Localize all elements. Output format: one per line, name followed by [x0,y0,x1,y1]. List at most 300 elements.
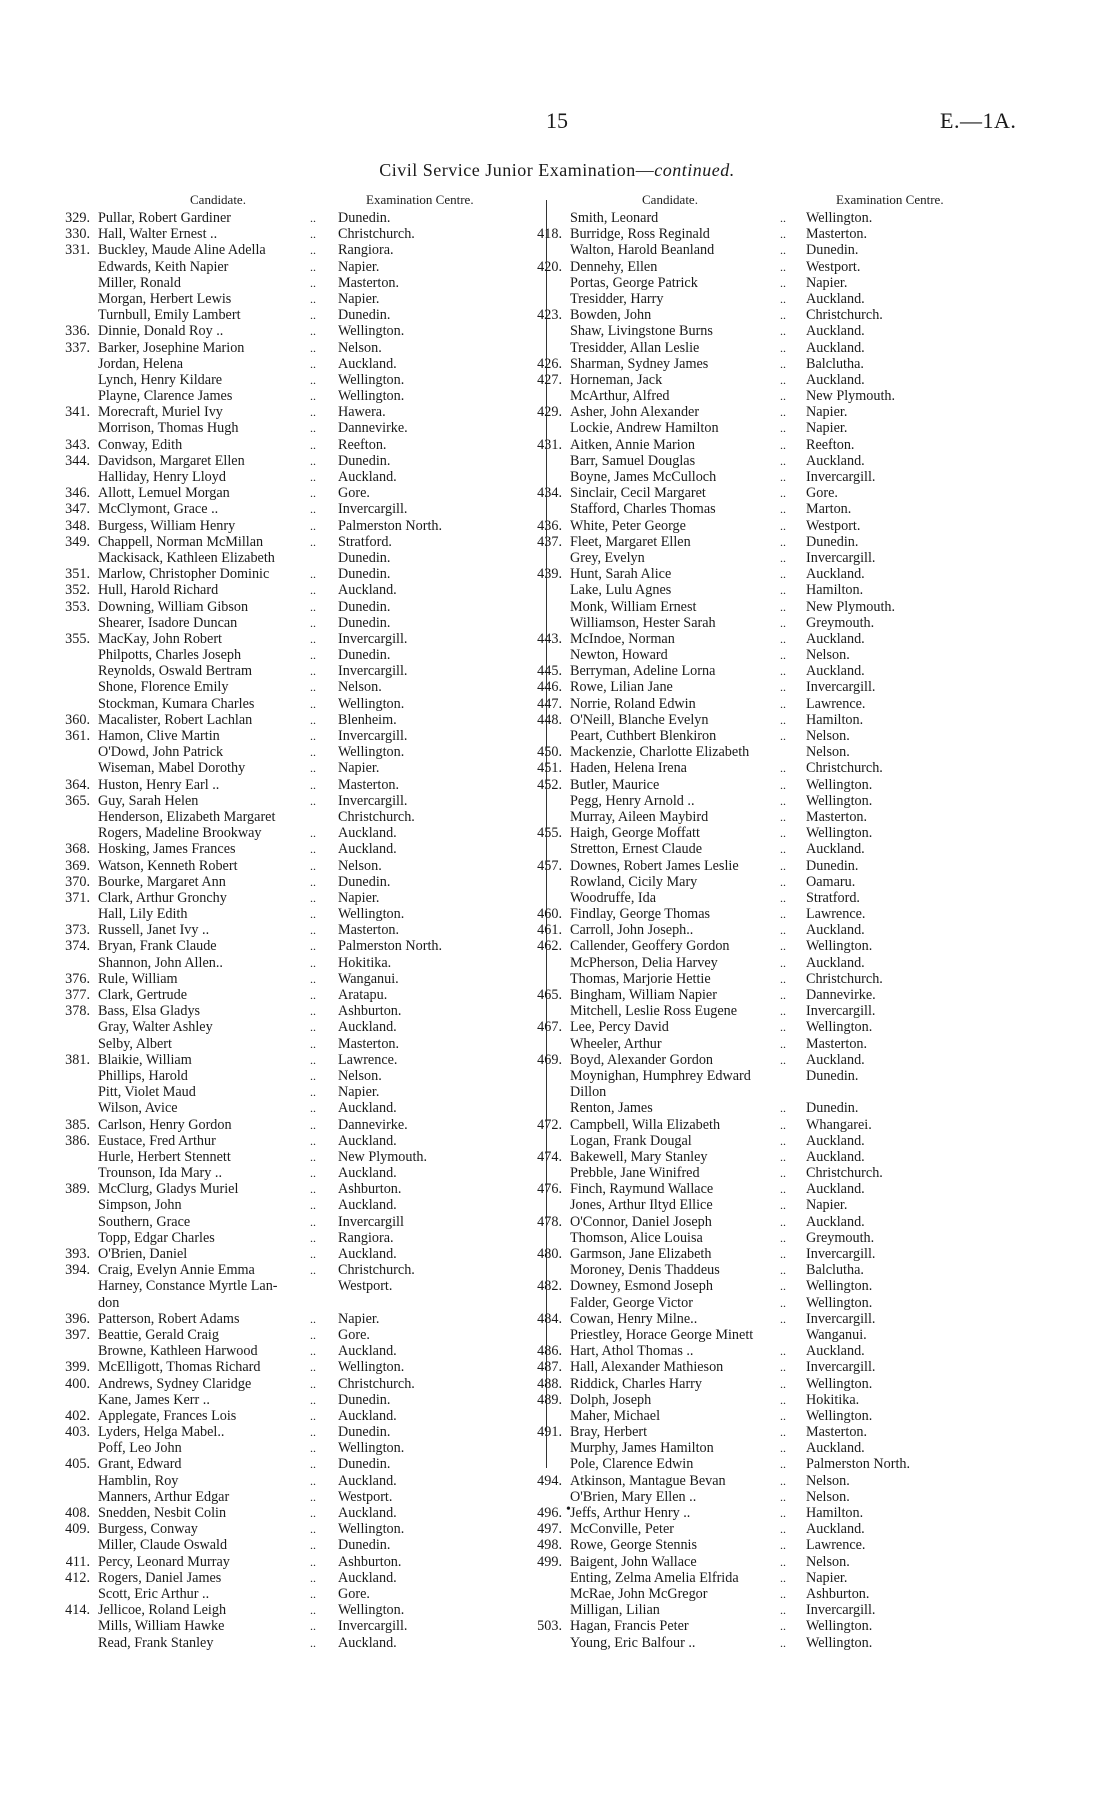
examination-centre: Napier. [806,1569,848,1586]
leader-dots: .. [780,712,786,727]
candidate-name: Allott, Lemuel Morgan [98,485,230,502]
candidate-name: Pitt, Violet Maud [98,1084,196,1101]
leader-dots: .. [780,243,786,258]
candidate-name: Hurle, Herbert Stennett [98,1148,231,1165]
document-reference: E.—1A. [940,108,1017,133]
entry-number: 503. [537,1618,562,1635]
leader-dots: .. [780,1554,786,1569]
examination-centre: Hamilton. [806,711,864,728]
entry-number: 474. [537,1148,562,1165]
entry-number: 403. [65,1424,90,1441]
examination-centre: Dannevirke. [806,987,876,1003]
candidate-name: Walton, Harold Beanland [570,242,715,259]
leader-dots: .. [310,1182,316,1197]
leader-dots: .. [310,793,316,808]
entry-number: 461. [537,922,562,939]
examination-centre: Auckland. [338,1472,397,1489]
leader-dots: .. [780,777,786,792]
examination-centre: Christchurch. [338,1262,415,1279]
examination-centre: Nelson. [806,728,850,744]
leader-dots: .. [310,1506,316,1520]
leader-dots: .. [310,874,316,889]
candidate-name: Hamon, Clive Martin [98,728,220,744]
candidate-name: Guy, Sarah Helen [98,792,199,809]
examination-centre: Dunedin. [806,242,859,259]
examination-centre: Wellington. [806,1407,873,1424]
candidate-name: Wilson, Avice [98,1100,178,1117]
examination-centre: Dunedin. [338,452,391,469]
candidate-name: Berryman, Adeline Lorna [570,663,716,680]
entry-number: 364. [65,776,90,793]
left-candidate-header: Candidate. [190,192,246,207]
examination-centre: Auckland. [806,630,865,647]
candidate-name: Portas, George Patrick [570,274,698,291]
candidate-name: Wiseman, Mabel Dorothy [98,760,246,777]
leader-dots: .. [780,1020,786,1035]
leader-dots: .. [780,729,786,743]
candidate-name: don [98,1294,120,1311]
candidate-name: Aitken, Annie Marion [570,436,695,453]
entry-number: 448. [537,711,562,728]
examination-centre: Nelson. [806,647,850,664]
candidate-name: Eustace, Fred Arthur [98,1132,216,1149]
leader-dots: .. [310,1554,316,1569]
leader-dots: .. [780,874,786,889]
entry-number: 369. [65,857,90,874]
entry-number: 439. [537,566,562,583]
leader-dots: .. [310,1392,316,1407]
examination-centre: Napier. [806,420,848,437]
leader-dots: .. [310,243,316,258]
entry-number: 423. [537,307,562,324]
examination-centre: Reefton. [806,436,855,453]
candidate-name: McElligott, Thomas Richard [98,1359,261,1376]
examination-centre: Dunedin. [806,857,859,874]
leader-dots: .. [780,1506,786,1520]
page-dot: • [566,1502,571,1517]
entry-number: 427. [537,371,562,388]
leader-dots: .. [310,777,316,792]
candidate-name: Watson, Kenneth Robert [98,857,238,874]
leader-dots: .. [780,1004,786,1019]
leader-dots: .. [780,275,786,290]
leader-dots: .. [780,1166,786,1181]
candidate-name: MacKay, John Robert [98,630,222,647]
candidate-name: Cowan, Henry Milne.. [570,1310,698,1327]
leader-dots: .. [780,534,786,549]
examination-centre: Dunedin. [338,307,391,324]
examination-centre: Auckland. [338,825,397,842]
leader-dots: .. [310,1085,316,1100]
leader-dots: .. [310,1522,316,1537]
leader-dots: .. [310,631,316,646]
leader-dots: .. [780,227,786,242]
candidate-name: Stafford, Charles Thomas [570,501,716,518]
leader-dots: .. [780,1489,786,1504]
leader-dots: .. [310,939,316,954]
examination-centre: Hokitika. [806,1391,860,1408]
leader-dots: .. [780,842,786,857]
candidate-name: Topp, Edgar Charles [98,1229,215,1246]
candidate-name: Tresidder, Allan Leslie [570,339,700,356]
candidate-name: Downing, William Gibson [98,598,249,615]
candidate-name: Williamson, Hester Sarah [570,614,716,631]
entry-number: 482. [537,1278,562,1295]
entry-number: 480. [537,1246,562,1262]
examination-centre: Dunedin. [338,873,391,890]
leader-dots: .. [310,696,316,711]
candidate-name: Hagan, Francis Peter [570,1618,689,1635]
examination-centre: Auckland. [338,1132,397,1149]
leader-dots: .. [780,793,786,808]
candidate-name: Dinnie, Donald Roy .. [98,323,224,340]
examination-centre: Nelson. [806,744,850,761]
leader-dots: .. [310,890,316,905]
leader-dots: .. [780,1230,786,1245]
page-title [0,160,1114,181]
examination-centre: Whangarei. [806,1116,872,1133]
candidate-name: Manners, Arthur Edgar [98,1488,230,1505]
candidate-name: O'Dowd, John Patrick [98,744,224,761]
entry-number: 373. [65,922,90,939]
examination-centre: Auckland. [806,452,865,469]
leader-dots: .. [780,405,786,420]
candidate-name: Bourke, Margaret Ann [98,873,226,890]
examination-centre: Wellington. [806,1019,873,1036]
candidate-name: Clark, Arthur Gronchy [98,889,227,906]
candidate-name: Callender, Geoffery Gordon [570,938,730,955]
leader-dots: .. [780,1425,786,1440]
entry-number: 347. [65,501,90,518]
candidate-name: Findlay, George Thomas [570,906,711,923]
leader-dots: .. [310,1214,316,1229]
leader-dots: .. [780,567,786,582]
candidate-name: Bray, Herbert [570,1424,648,1441]
entry-number: 467. [537,1019,562,1036]
leader-dots: .. [310,211,316,225]
entry-number: 499. [537,1553,562,1570]
leader-dots: .. [310,1327,316,1342]
examination-centre: Oamaru. [806,873,856,890]
examination-centre: Auckland. [338,1407,397,1424]
leader-dots: .. [310,1603,316,1618]
examination-centre: Christchurch. [338,808,415,825]
examination-centre: Napier. [806,1197,848,1214]
leader-dots: .. [310,1619,316,1634]
examination-centre: Marton. [806,501,852,518]
candidate-name: Chappell, Norman McMillan [98,533,264,550]
candidate-name: Hart, Athol Thomas .. [570,1343,694,1360]
examination-centre: Wellington. [806,1618,873,1635]
candidate-name: Halliday, Henry Lloyd [98,469,226,485]
leader-dots: .. [780,1101,786,1116]
leader-dots: .. [780,502,786,517]
examination-centre: Auckland. [806,954,865,971]
entry-number: 355. [65,630,90,647]
candidate-name: Norrie, Roland Edwin [570,695,696,712]
leader-dots: .. [310,275,316,290]
entry-number: 346. [65,485,90,502]
leader-dots: .. [780,761,786,776]
candidate-name: Murphy, James Hamilton [570,1440,714,1457]
candidate-name: Mackisack, Kathleen Elizabeth [98,549,275,566]
candidate-name: Edwards, Keith Napier [98,258,229,275]
entry-number: 486. [537,1343,562,1360]
candidate-name: Dolph, Joseph [570,1391,652,1408]
candidate-name: Pole, Clarence Edwin [570,1456,694,1473]
entry-number: 451. [537,760,562,777]
leader-dots: .. [310,1586,316,1601]
examination-centre: Auckland. [338,469,397,485]
leader-dots: .. [310,955,316,970]
candidate-name: Shaw, Livingstone Burns [570,323,713,340]
right-candidate-header: Candidate. [642,192,698,207]
examination-centre: Wellington. [806,210,873,226]
leader-dots: .. [310,291,316,306]
entry-number: 370. [65,873,90,890]
examination-centre: Auckland. [806,290,865,307]
examination-centre: Nelson. [338,1067,382,1084]
candidate-name: Poff, Leo John [98,1440,182,1457]
candidate-name: Beattie, Gerald Craig [98,1326,219,1343]
candidate-name: Percy, Leonard Murray [98,1553,230,1570]
entry-number: 469. [537,1051,562,1068]
examination-centre: Dunedin. [338,1424,391,1441]
examination-centre: Reefton. [338,436,387,453]
entry-number: 374. [65,938,90,955]
entry-number: 418. [537,226,562,243]
examination-centre: Wellington. [806,1375,873,1392]
examination-centre: Auckland. [806,1051,865,1068]
candidate-name: Bowden, John [570,307,652,324]
examination-centre: Wellington. [806,1634,873,1651]
entry-number: 488. [537,1375,562,1392]
examination-centre: Invercargill. [806,1602,876,1619]
leader-dots: .. [310,1004,316,1019]
examination-centre: Wellington. [338,695,405,712]
candidate-name: Stretton, Ernest Claude [570,841,702,858]
leader-dots: .. [780,1182,786,1197]
leader-dots: .. [310,599,316,614]
entry-number: 455. [537,825,562,842]
examination-centre: Gore. [806,485,838,502]
leader-dots: .. [780,615,786,630]
candidate-name: Wheeler, Arthur [570,1035,662,1052]
candidate-name: Davidson, Margaret Ellen [98,452,245,469]
leader-dots: .. [780,907,786,922]
examination-centre: Hawera. [338,404,386,421]
examination-centre: Lawrence. [806,695,866,712]
examination-centre: Dannevirke. [338,420,408,437]
candidate-name: Hunt, Sarah Alice [570,566,672,583]
entry-number: 386. [65,1132,90,1149]
candidate-name: Hall, Walter Ernest .. [98,226,218,243]
candidate-name: Monk, William Ernest [570,598,697,615]
examination-centre: Wellington. [806,825,873,842]
leader-dots: .. [780,971,786,986]
entry-number: 393. [65,1246,90,1262]
examination-centre: Auckland. [338,1019,397,1036]
leader-dots: .. [310,923,316,938]
leader-dots: .. [780,453,786,468]
candidate-name: Campbell, Willa Elizabeth [570,1116,721,1133]
candidate-name: Mitchell, Leslie Ross Eugene [570,1003,738,1020]
examination-centre: Wellington. [338,1602,405,1619]
candidate-name: Mackenzie, Charlotte Elizabeth [570,744,750,761]
examination-centre: Ashburton. [338,1003,402,1020]
leader-dots: .. [780,1473,786,1488]
examination-centre: Auckland. [806,1440,865,1457]
examination-centre: Christchurch. [338,226,415,243]
entry-number: 434. [537,485,562,502]
leader-dots: .. [780,1570,786,1585]
candidate-name: Craig, Evelyn Annie Emma [98,1262,255,1279]
entry-number: 452. [537,776,562,793]
leader-dots: .. [310,729,316,743]
leader-dots: .. [310,1635,316,1650]
examination-centre: Auckland. [338,1569,397,1586]
examination-centre: Dunedin. [338,210,391,226]
candidate-name: Burridge, Ross Reginald [570,226,710,243]
leader-dots: .. [310,1166,316,1181]
candidate-name: Riddick, Charles Harry [570,1375,702,1392]
examination-centre: Masterton. [806,808,868,825]
leader-dots: .. [780,372,786,387]
candidate-name: Fleet, Margaret Ellen [570,533,691,550]
examination-centre: Auckland. [338,1246,397,1262]
examination-centre: Auckland. [338,1165,397,1182]
leader-dots: .. [310,1538,316,1553]
page-number: 15 [546,108,568,133]
candidate-name: Tresidder, Harry [570,290,664,307]
candidate-name: Bass, Elsa Gladys [98,1003,201,1020]
examination-centre: Napier. [338,760,380,777]
candidate-name: Morecraft, Muriel Ivy [98,404,223,421]
entry-number: 344. [65,452,90,469]
examination-centre: Wanganui. [338,970,399,987]
leader-dots: .. [780,1392,786,1407]
candidate-name: Blaikie, William [98,1051,192,1068]
candidate-name: Jordan, Helena [98,355,184,372]
entry-number: 436. [537,517,562,534]
candidate-name: Garmson, Jane Elizabeth [570,1246,712,1262]
examination-centre: Balclutha. [806,355,864,372]
examination-centre: Christchurch. [806,1165,883,1182]
leader-dots: .. [780,1522,786,1537]
examination-centre: Palmerston North. [338,517,443,534]
examination-centre: Auckland. [338,1197,397,1214]
candidate-name: Sinclair, Cecil Margaret [570,485,706,502]
entry-number: 437. [537,533,562,550]
candidate-name: Clark, Gertrude [98,987,188,1003]
candidate-name: Barker, Josephine Marion [98,339,245,356]
examination-centre: Christchurch. [338,1375,415,1392]
candidate-name: Hall, Alexander Mathieson [570,1359,724,1376]
candidate-name: Mills, William Hawke [98,1618,225,1635]
entry-number: 408. [65,1505,90,1521]
leader-dots: .. [310,340,316,355]
leader-dots: .. [780,939,786,954]
candidate-name: O'Brien, Daniel [98,1246,188,1262]
candidate-name: Asher, John Alexander [570,404,700,421]
leader-dots: .. [780,1603,786,1618]
examination-centre: Auckland. [338,841,397,858]
examination-centre: Invercargill. [338,792,408,809]
leader-dots: .. [310,1117,316,1132]
examination-centre: Invercargill. [806,549,876,566]
examination-centre: Masterton. [338,274,400,291]
candidate-name: Buckley, Maude Aline Adella [98,242,266,259]
examination-centre: Auckland. [806,371,865,388]
candidate-name: Jones, Arthur Iltyd Ellice [570,1197,713,1214]
leader-dots: .. [310,648,316,663]
examination-centre: Masterton. [806,226,868,243]
candidate-name: Simpson, John [98,1197,182,1214]
leader-dots: .. [780,664,786,679]
examination-centre: Auckland. [338,1343,397,1360]
entry-number: 446. [537,679,562,696]
candidate-name: Playne, Clarence James [98,388,233,405]
entry-number: 487. [537,1359,562,1376]
examination-centre: Auckland. [806,323,865,340]
leader-dots: .. [780,389,786,404]
candidate-name: Trounson, Ida Mary .. [98,1165,223,1182]
leader-dots: .. [310,453,316,468]
leader-dots: .. [310,437,316,452]
candidate-name: Morgan, Herbert Lewis [98,290,232,307]
leader-dots: .. [780,680,786,695]
leader-dots: .. [310,1230,316,1245]
candidate-name: Reynolds, Oswald Bertram [98,663,253,680]
candidate-name: Young, Eric Balfour .. [570,1634,696,1651]
examination-centre: Greymouth. [806,614,875,631]
candidate-name: Bakewell, Mary Stanley [570,1148,708,1165]
candidate-name: Miller, Claude Oswald [98,1537,228,1554]
candidate-name: White, Peter George [570,517,686,534]
leader-dots: .. [780,1586,786,1601]
candidate-name: Horneman, Jack [570,371,663,388]
leader-dots: .. [310,1311,316,1326]
left-centre-header: Examination Centre. [366,192,474,207]
candidate-name: Moroney, Denis Thaddeus [570,1262,720,1279]
examination-centre: Dunedin. [338,598,391,615]
leader-dots: .. [780,826,786,841]
candidate-name: Lockie, Andrew Hamilton [570,420,719,437]
examination-centre: Ashburton. [806,1585,870,1602]
leader-dots: .. [780,1441,786,1456]
entry-number: 353. [65,598,90,615]
candidate-name: Shearer, Isadore Duncan [98,614,238,631]
examination-centre: Auckland. [806,1132,865,1149]
leader-dots: .. [310,372,316,387]
leader-dots: .. [310,1344,316,1359]
candidate-name: Milligan, Lilian [570,1602,660,1619]
leader-dots: .. [780,356,786,371]
leader-dots: .. [780,1117,786,1132]
leader-dots: .. [310,1101,316,1116]
candidate-name: Russell, Janet Ivy .. [98,922,210,939]
leader-dots: .. [780,890,786,905]
examination-centre: Aratapu. [338,987,388,1003]
entry-number: 497. [537,1521,562,1538]
examination-centre: Masterton. [338,922,400,939]
examination-centre: Masterton. [338,776,400,793]
leader-dots: .. [780,583,786,598]
candidate-name: Southern, Grace [98,1213,191,1230]
entry-number: 411. [65,1553,90,1570]
candidate-name: Turnbull, Emily Lambert [98,307,241,324]
leader-dots: .. [310,1020,316,1035]
